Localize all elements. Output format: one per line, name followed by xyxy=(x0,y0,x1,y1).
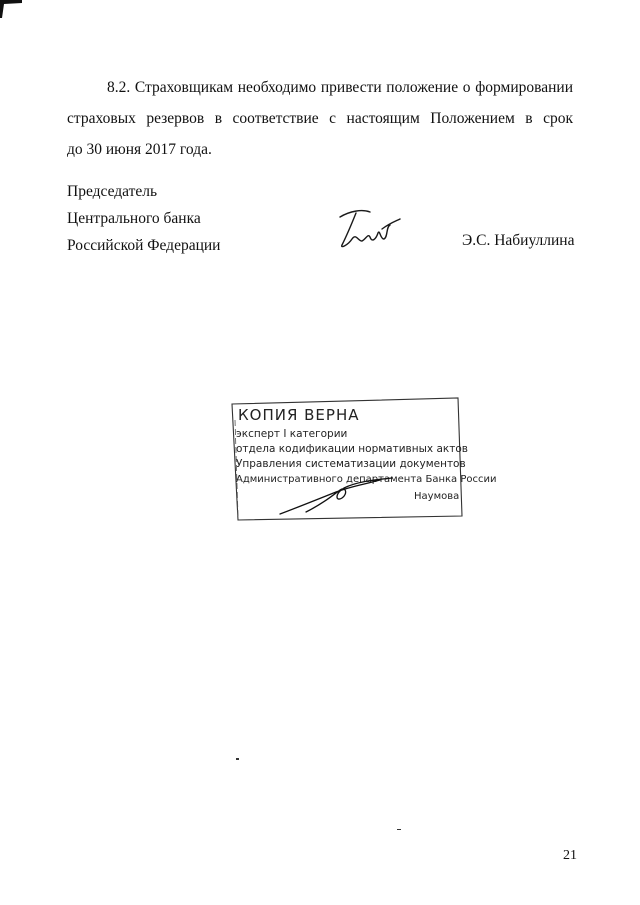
page-number: 21 xyxy=(563,848,577,863)
scan-speck xyxy=(236,758,239,760)
scan-speck xyxy=(397,829,401,830)
signatory-title xyxy=(67,178,220,259)
paragraph-line: страховых резервов в соответствие с настоящим Положением в срок xyxy=(67,110,573,127)
handwritten-signature xyxy=(336,205,402,251)
copy-certification-stamp xyxy=(230,396,497,522)
stamp-line: Управления систематизации документов xyxy=(236,458,466,470)
stamp-line: эксперт I категории xyxy=(236,428,348,440)
stamp-name: Наумова xyxy=(414,491,460,502)
corner-mark xyxy=(0,0,22,18)
signatory-name: Э.С. Набиуллина xyxy=(462,232,575,249)
stamp-title: КОПИЯ ВЕРНА xyxy=(238,406,360,424)
stamp-line: отдела кодификации нормативных актов xyxy=(236,443,468,455)
signatory-title-line: Российской Федерации xyxy=(67,237,221,254)
stamp-signature xyxy=(276,474,396,518)
signatory-title-line: Центрального банка xyxy=(67,210,201,227)
signatory-title-line: Председатель xyxy=(67,183,158,200)
stamp-line: Административного департамента Банка России xyxy=(236,474,497,485)
paragraph-8-2 xyxy=(67,72,573,165)
paragraph-line: 8.2. Страховщикам необходимо привести положение о формировании xyxy=(107,79,573,96)
paragraph-line: до 30 июня 2017 года. xyxy=(67,141,212,158)
